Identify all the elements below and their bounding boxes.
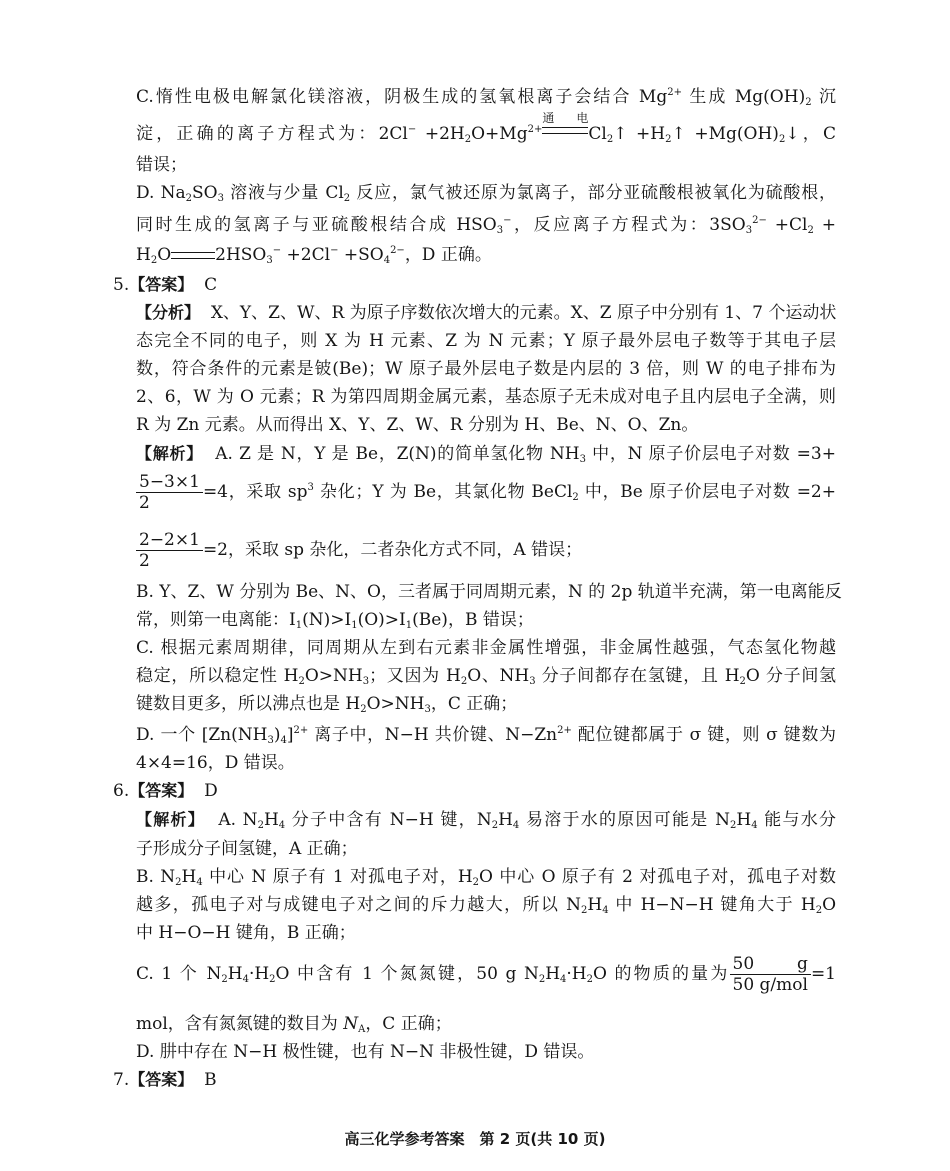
q7-answer-line: 7.【答案】 B <box>113 1070 217 1090</box>
q6-d-line-1: D. 肼中存在 N−H 极性键，也有 N−N 非极性键，D 错误。 <box>136 1042 595 1062</box>
q4-d-line-2: 同时生成的氢离子与亚硫酸根结合成 $HSO_3^-$，反应离子方程式为：$3SO_3^{2-} +Cl_2$ + <box>136 215 837 236</box>
page-footer: 高三化学参考答案 第 2 页(共 10 页) <box>344 1130 606 1148</box>
q5-b-line-2: 常，则第一电离能：$I_1(N)>I_1(O)>I_1(Be)$，B 错误； <box>136 610 534 631</box>
q5-c-line-2: 稳定，所以稳定性 $H_2O>NH_3$；又因为 $H_2O$、$NH_3$ 分子间都存在氢键，且 $H_2O$ 分子间氢 <box>136 666 837 687</box>
q5-c-line-3: 键数目更多，所以沸点也是 $H_2O>NH_3$，C 正确； <box>136 694 518 715</box>
q5-explain-line-1: 【解析】 A. Z 是 N，Y 是 Be，Z(N)的简单氢化物 $NH_3$ 中，N 原子价层电子对数 =3+ <box>136 444 836 465</box>
q5-explain-line-3: $\frac{2-2\times 1}{2}$ =2，采取 sp 杂化，二者杂化方式不同，A 错误； <box>136 530 836 571</box>
q4-c-line-3: 错误； <box>136 155 187 175</box>
fraction-5-3x1-over-2: $\frac{5-3\times 1}{2}$ <box>136 472 203 513</box>
q4-c-line-2-equation: 淀，正确的离子方程式为：$2Cl^- +2H_2O+Mg^{2+}$ 通电 $Cl_2↑$ $+H_2↑$ $+Mg(OH)_2↓$，C <box>136 111 836 145</box>
q5-explain-line-2: $\frac{5-3\times 1}{2}$ =4，采取 $sp^3$ 杂化；Y 为 Be，其氯化物 BeCl$_2$ 中，Be 原子价层电子对数 =2+ <box>136 472 836 513</box>
q5-analysis-line-1: 【分析】 X、Y、Z、W、R 为原子序数依次增大的元素。X、Z 原子中分别有 1、7 个运动状 <box>136 303 837 323</box>
q6-b-line-1: B. $N_2H_4$ 中心 N 原子有 1 对孤电子对，$H_2O$ 中心 O 原子有 2 对孤电子对，孤电子对数 <box>136 867 836 888</box>
q4-d-line-1: D. $Na_2SO_3$ 溶液与少量 $Cl_2$ 反应，氯气被还原为氯离子，部分亚硫酸根被氧化为硫酸根， <box>136 183 836 204</box>
q5-c-line-1: C. 根据元素周期律，同周期从左到右元素非金属性增强，非金属性越强，气态氢化物越 <box>136 638 836 658</box>
q5-answer-line: 5.【答案】 C <box>113 275 218 295</box>
q6-a-line-2: 子形成分子间氢键，A 正确； <box>136 839 358 859</box>
q6-a-line-1: 【解析】 A. $N_2H_4$ 分子中含有 N−H 键，$N_2H_4$ 易溶于水的原因可能是 $N_2H_4$ 能与水分 <box>136 810 836 831</box>
q6-answer-line: 6.【答案】 D <box>113 781 218 801</box>
fraction-2-2x1-over-2: $\frac{2-2\times 1}{2}$ <box>136 530 203 571</box>
electrolysis-equals-sign: 通电 <box>542 127 588 139</box>
q6-c-line-2: mol，含有氮氮键的数目为 $N_A$，C 正确； <box>136 1014 452 1035</box>
q5-d-line-1: D. 一个 $[Zn(NH_3)_4]^{2+}$ 离子中，N−H 共价键、$N-Zn^{2+}$ 配位键都属于 σ 键，则 σ 键数为 <box>136 725 836 746</box>
q5-analysis-line-3: 数，符合条件的元素是铍(Be)；W 原子最外层电子数是内层的 3 倍，则 W 的电子排布为 <box>136 359 836 379</box>
q6-b-line-3: 中 H−O−H 键角，B 正确； <box>136 923 356 943</box>
q4-c-line-1: C.惰性电极电解氯化镁溶液，阴极生成的氢氧根离子会结合 $Mg^{2+}$ 生成 $Mg(OH)_2$ 沉 <box>136 87 837 108</box>
equals-sign <box>171 252 215 259</box>
q4-d-line-3: $H_2O$ $2HSO_3^- +2Cl^- +SO_4^{2-}$，D 正确。 <box>136 245 492 266</box>
q5-d-line-2: 4×4=16，D 错误。 <box>136 753 295 773</box>
q5-analysis-line-2: 态完全不同的电子，则 X 为 H 元素、Z 为 N 元素；Y 原子最外层电子数等于其电子层 <box>136 331 836 351</box>
q6-c-line-1: C. 1 个 $N_2H_4\cdot H_2O$ 中含有 1 个氮氮键，50 g $N_2H_4\cdot H_2O$ 的物质的量为 $\frac{50 g}{\text{50 g/mol}}$ =1 <box>136 954 836 995</box>
q5-analysis-line-4: 2、6，W 为 O 元素；R 为第四周期金属元素，基态原子无未成对电子且内层电子全满，则 <box>136 387 836 407</box>
fraction-50g-over-50g-per-mol: $\frac{50 g}{\text{50 g/mol}}$ <box>730 954 811 995</box>
q6-b-line-2: 越多，孤电子对与成键电子对之间的斥力越大，所以 $N_2H_4$ 中 H−N−H 键角大于 $H_2O$ <box>136 895 836 916</box>
q5-analysis-line-5: R 为 Zn 元素。从而得出 X、Y、Z、W、R 分别为 H、Be、N、O、Zn。 <box>136 415 699 435</box>
q5-b-line-1: B. Y、Z、W 分别为 Be、N、O，三者属于同周期元素，N 的 2p 轨道半充满，第一电离能反 <box>136 582 842 602</box>
